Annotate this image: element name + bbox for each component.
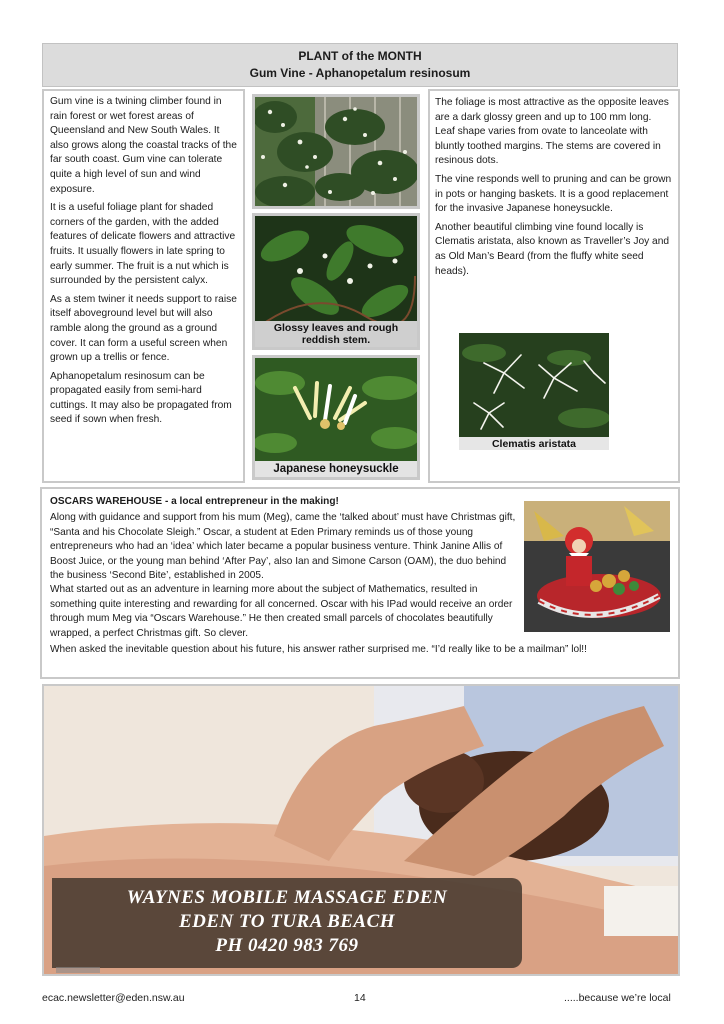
ad-watermark: [56, 967, 100, 973]
paragraph: The foliage is most attractive as the opposite leaves are a dark glossy green and up to 100 mm long. Leaf shape varies from ovate to lanceolate with bluntly toothed margins. The stems are covered in resinous dots.: [435, 97, 669, 167]
gum-vine-photo: [252, 94, 420, 209]
ad-line: EDEN TO TURA BEACH: [178, 911, 396, 932]
glossy-leaves-caption: Glossy leaves and rough reddish stem.: [255, 321, 417, 347]
paragraph: Another beautiful climbing vine found locally is Clematis aristata, also known as Traveller’s Joy and as Old Man’s Beard (from the fluffy white seed heads).: [435, 221, 670, 277]
footer-email: ecac.newsletter@eden.nsw.au: [42, 992, 185, 1004]
article-heading: OSCARS WAREHOUSE - a local entrepreneur in the making!: [50, 496, 339, 507]
paragraph: The vine responds well to pruning and can be grown in pots or hanging baskets. It is a good replacement for the invasive Japanese honeysuckle.: [435, 173, 672, 215]
article-paragraph: What started out as an adventure in learning more about the subject of Mathematics, resulted in something quite interesting and rewarding for all concerned. Oscar with his IPad would receive an order through mum Meg via “Oscars Warehouse.” He then created small parcels of chocolates beautifully wrapped, a perfect Christmas gift. So clever.: [50, 584, 513, 639]
honeysuckle-photo: [252, 355, 420, 480]
article-paragraph: Along with guidance and support from his mum (Meg), came the ‘talked about’ must have Christmas gift, “Santa and his Chocolate Sleigh.” Oscar, a student at Eden Primary reminds us of those young entrepreneurs who had an ‘idea’ which later became a popular business venture. Think Janine Allis of Boost Juice, or the young man behind ‘After Pay’, also Ian and Simone Carson (OAM), the duo behind the business ‘Second Bite’, established in 2005.: [50, 512, 516, 582]
honeysuckle-image: [255, 358, 417, 477]
section-subtitle: Gum Vine - Aphanopetalum resinosum: [249, 66, 471, 80]
plant-of-month-header: [42, 43, 678, 87]
clematis-image: [459, 333, 609, 437]
massage-advert: [42, 684, 680, 976]
ad-phone: PH 0420 983 769: [215, 935, 359, 956]
glossy-leaves-photo: [252, 213, 420, 350]
paragraph: Gum vine is a twining climber found in rain forest or wet forest areas of Queensland and New South Wales. It also grows along the coastal tracks of the far south coast. Gum vine can tolerate quite a high level of sun and wind exposure.: [50, 96, 237, 195]
clematis-photo: [459, 333, 609, 450]
paragraph: As a stem twiner it needs support to raise itself aboveground level but will also ramble along the ground as a ground cover. It can form a useful screen when grown up a trellis or fence.: [50, 293, 237, 364]
left-text-column: [42, 89, 245, 483]
massage-banner: [52, 878, 522, 968]
section-title: PLANT of the MONTH: [298, 49, 422, 63]
ad-line: WAYNES MOBILE MASSAGE EDEN: [126, 887, 448, 908]
article-closing: When asked the inevitable question about his future, his answer rather surprised me. “I’d really like to be a mailman” lol!!: [50, 644, 587, 656]
paragraph: It is a useful foliage plant for shaded corners of the garden, with the added features of delicate flowers and attractive fruits. It usually flowers in late spring to early summer. The fruit is a nut which is surrounded by the persistent calyx.: [50, 202, 236, 287]
santa-sleigh-photo: [524, 501, 670, 632]
gum-vine-image: [255, 97, 417, 206]
santa-sleigh-image: [524, 501, 670, 632]
page-number: 14: [354, 992, 366, 1004]
clematis-caption: Clematis aristata: [459, 437, 609, 450]
honeysuckle-caption: Japanese honeysuckle: [255, 461, 417, 477]
footer-tagline: .....because we’re local: [564, 992, 671, 1004]
paragraph: Aphanopetalum resinosum can be propagated easily from semi-hard cuttings. It may also be propagated from seed if sown when fresh.: [50, 370, 232, 426]
